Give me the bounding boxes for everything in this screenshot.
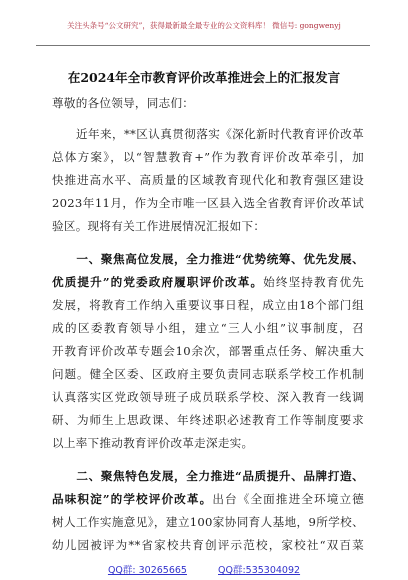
paragraph-line: 验区。现将有关工作进展情况汇报如下：	[52, 219, 266, 233]
paragraph-line: 2023年11月，作为全市唯一区县入选全省教育评价改革试	[52, 196, 364, 210]
paragraph-line: 快推进高水平、高质量的区域教育现代化和教育强区建设	[52, 173, 364, 187]
paragraph-line: 幼儿园被评为**省家校共育创评示范校，家校社“双百菜	[52, 538, 364, 552]
section-heading: 优质提升”的党委政府履职评价改革。	[52, 275, 264, 289]
paragraph-line: 认真落实区党政领导班子成员联系学校、深入教育一线调	[52, 390, 364, 404]
document-title: 在2024年全市教育评价改革推进会上的汇报发言	[67, 70, 341, 85]
section-heading: 二、聚焦特色发展，全力推进“品质提升、品牌打造、	[52, 469, 364, 483]
promo-banner: 关注头条号“公文研究”，获得最新最全最专业的公文资料库！ 微信号: gongwenyj	[67, 21, 341, 30]
paragraph-line: 问题。健全区委、区政府主要负责同志联系学校工作机制	[52, 367, 364, 381]
paragraph-intro	[52, 123, 364, 238]
section-heading: 一、聚焦高位发展，全力推进“优势统筹、优先发展、	[52, 252, 364, 266]
paragraph-line: 总体方案》，以“智慧教育+”作为教育评价改革牵引，加	[52, 150, 364, 164]
section-heading: 品味积淀”的学校评价改革。	[52, 492, 213, 506]
paragraph-line: 研、为师生上思政课、年终述职必述教育工作等制度要求	[52, 413, 364, 427]
section-heading-line	[52, 488, 364, 511]
paragraph-line: 发展，将教育工作纳入重要议事日程，成立由18个部门组	[52, 298, 364, 312]
greeting: 尊敬的各位领导，同志们：	[52, 96, 195, 110]
footer-contact	[0, 562, 408, 576]
paragraph-section-2	[52, 465, 364, 557]
footer-qq-link[interactable]: QQ群:535304092	[218, 565, 301, 576]
paragraph-line: 成的区委教育领导小组，建立“三人小组”议事制度，召	[52, 321, 364, 335]
paragraph-text: 出台《全面推进全环境立德	[212, 492, 364, 506]
paragraph-line: 开教育评价改革专题会10余次，部署重点任务、解决重大	[52, 344, 364, 358]
paragraph-line: 近年来，**区认真贯彻落实《深化新时代教育评价改革	[52, 127, 364, 141]
section-heading-line	[52, 271, 364, 294]
header-divider	[36, 45, 370, 46]
paragraph-line: 树人工作实施意见》，建立100家协同育人基地，9所学校、	[52, 515, 364, 529]
paragraph-line: 以上率下推动教育评价改革走深走实。	[52, 436, 254, 450]
footer-qq-link[interactable]: QQ群: 30265665	[107, 565, 187, 576]
paragraph-text: 始终坚持教育优先	[263, 275, 364, 289]
document-body	[52, 92, 364, 557]
paragraph-section-1	[52, 248, 364, 455]
